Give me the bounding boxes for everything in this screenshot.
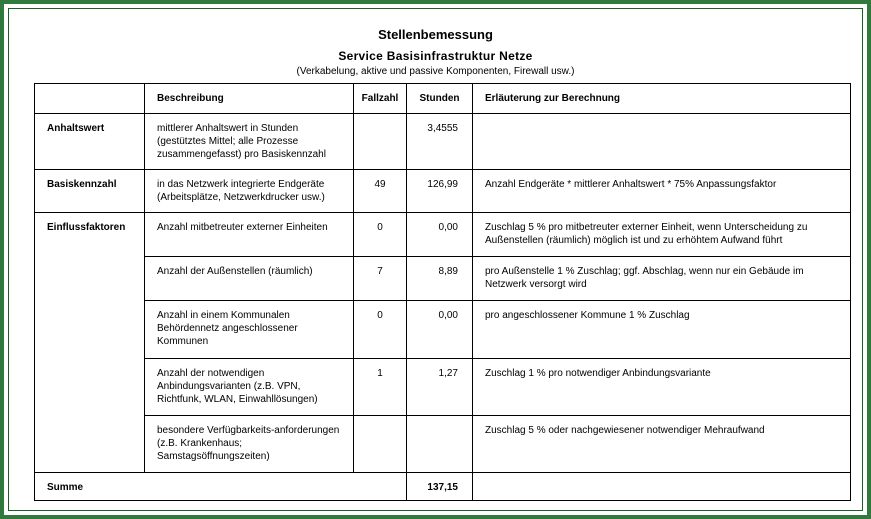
sum-row <box>35 473 851 501</box>
table-row <box>35 257 851 301</box>
row-description: in das Netzwerk integrierte Endgeräte (Arbeitsplätze, Netzwerkdrucker usw.) <box>145 170 354 213</box>
row-fallzahl: 1 <box>354 359 407 416</box>
row-description: Anzahl der Außenstellen (räumlich) <box>145 257 354 301</box>
table-row <box>35 416 851 473</box>
sum-stunden: 137,15 <box>407 473 473 501</box>
row-stunden: 126,99 <box>407 170 473 213</box>
row-category: Anhaltswert <box>35 114 145 170</box>
row-category: Basiskennzahl <box>35 170 145 213</box>
table-row <box>35 114 851 170</box>
table-row <box>35 170 851 213</box>
row-erlaeuterung: Anzahl Endgeräte * mittlerer Anhaltswert * 75% Anpassungsfaktor <box>473 170 851 213</box>
row-description: Anzahl mitbetreuter externer Einheiten <box>145 213 354 257</box>
calculation-table <box>34 83 851 501</box>
page-title: Stellenbemessung <box>378 27 493 42</box>
col-header-fallzahl: Fallzahl <box>354 84 407 114</box>
col-header-category <box>35 84 145 114</box>
row-fallzahl: 49 <box>354 170 407 213</box>
row-erlaeuterung: Zuschlag 5 % oder nachgewiesener notwendiger Mehraufwand <box>473 416 851 473</box>
document-page <box>4 4 867 515</box>
sum-erlaeuterung <box>473 473 851 501</box>
row-description: mittlerer Anhaltswert in Stunden (gestütztes Mittel; alle Prozesse zusammengefasst) pro Basiskennzahl <box>145 114 354 170</box>
row-erlaeuterung: pro angeschlossener Kommune 1 % Zuschlag <box>473 301 851 359</box>
row-stunden: 1,27 <box>407 359 473 416</box>
row-stunden: 0,00 <box>407 301 473 359</box>
table-row <box>35 301 851 359</box>
row-category: Einflussfaktoren <box>35 213 145 473</box>
row-fallzahl: 7 <box>354 257 407 301</box>
page-subtitle: Service Basisinfrastruktur Netze <box>338 49 533 63</box>
col-header-beschreibung: Beschreibung <box>145 84 354 114</box>
row-description: Anzahl in einem Kommunalen Behördennetz angeschlossener Kommunen <box>145 301 354 359</box>
row-description: Anzahl der notwendigen Anbindungsvarianten (z.B. VPN, Richtfunk, WLAN, Einwahllösungen) <box>145 359 354 416</box>
row-fallzahl: 0 <box>354 301 407 359</box>
row-stunden: 3,4555 <box>407 114 473 170</box>
row-stunden: 8,89 <box>407 257 473 301</box>
col-header-stunden: Stunden <box>407 84 473 114</box>
row-erlaeuterung <box>473 114 851 170</box>
row-stunden: 0,00 <box>407 213 473 257</box>
page-border <box>8 8 863 511</box>
row-stunden <box>407 416 473 473</box>
row-erlaeuterung: Zuschlag 5 % pro mitbetreuter externer Einheit, wenn Unterscheidung zu Außenstellen (räumlich) möglich ist und zu erhöhtem Aufwand führt <box>473 213 851 257</box>
row-erlaeuterung: pro Außenstelle 1 % Zuschlag; ggf. Abschlag, wenn nur ein Gebäude im Netzwerk versorgt wird <box>473 257 851 301</box>
row-fallzahl <box>354 114 407 170</box>
row-fallzahl: 0 <box>354 213 407 257</box>
table-row <box>35 359 851 416</box>
row-erlaeuterung: Zuschlag 1 % pro notwendiger Anbindungsvariante <box>473 359 851 416</box>
table-row <box>35 213 851 257</box>
row-fallzahl <box>354 416 407 473</box>
page-note: (Verkabelung, aktive und passive Komponenten, Firewall usw.) <box>296 66 575 77</box>
col-header-erlaeuterung: Erläuterung zur Berechnung <box>473 84 851 114</box>
row-description: besondere Verfügbarkeits-anforderungen (z.B. Krankenhaus; Samstagsöffnungszeiten) <box>145 416 354 473</box>
sum-label: Summe <box>35 473 407 501</box>
table-header-row <box>35 84 851 114</box>
